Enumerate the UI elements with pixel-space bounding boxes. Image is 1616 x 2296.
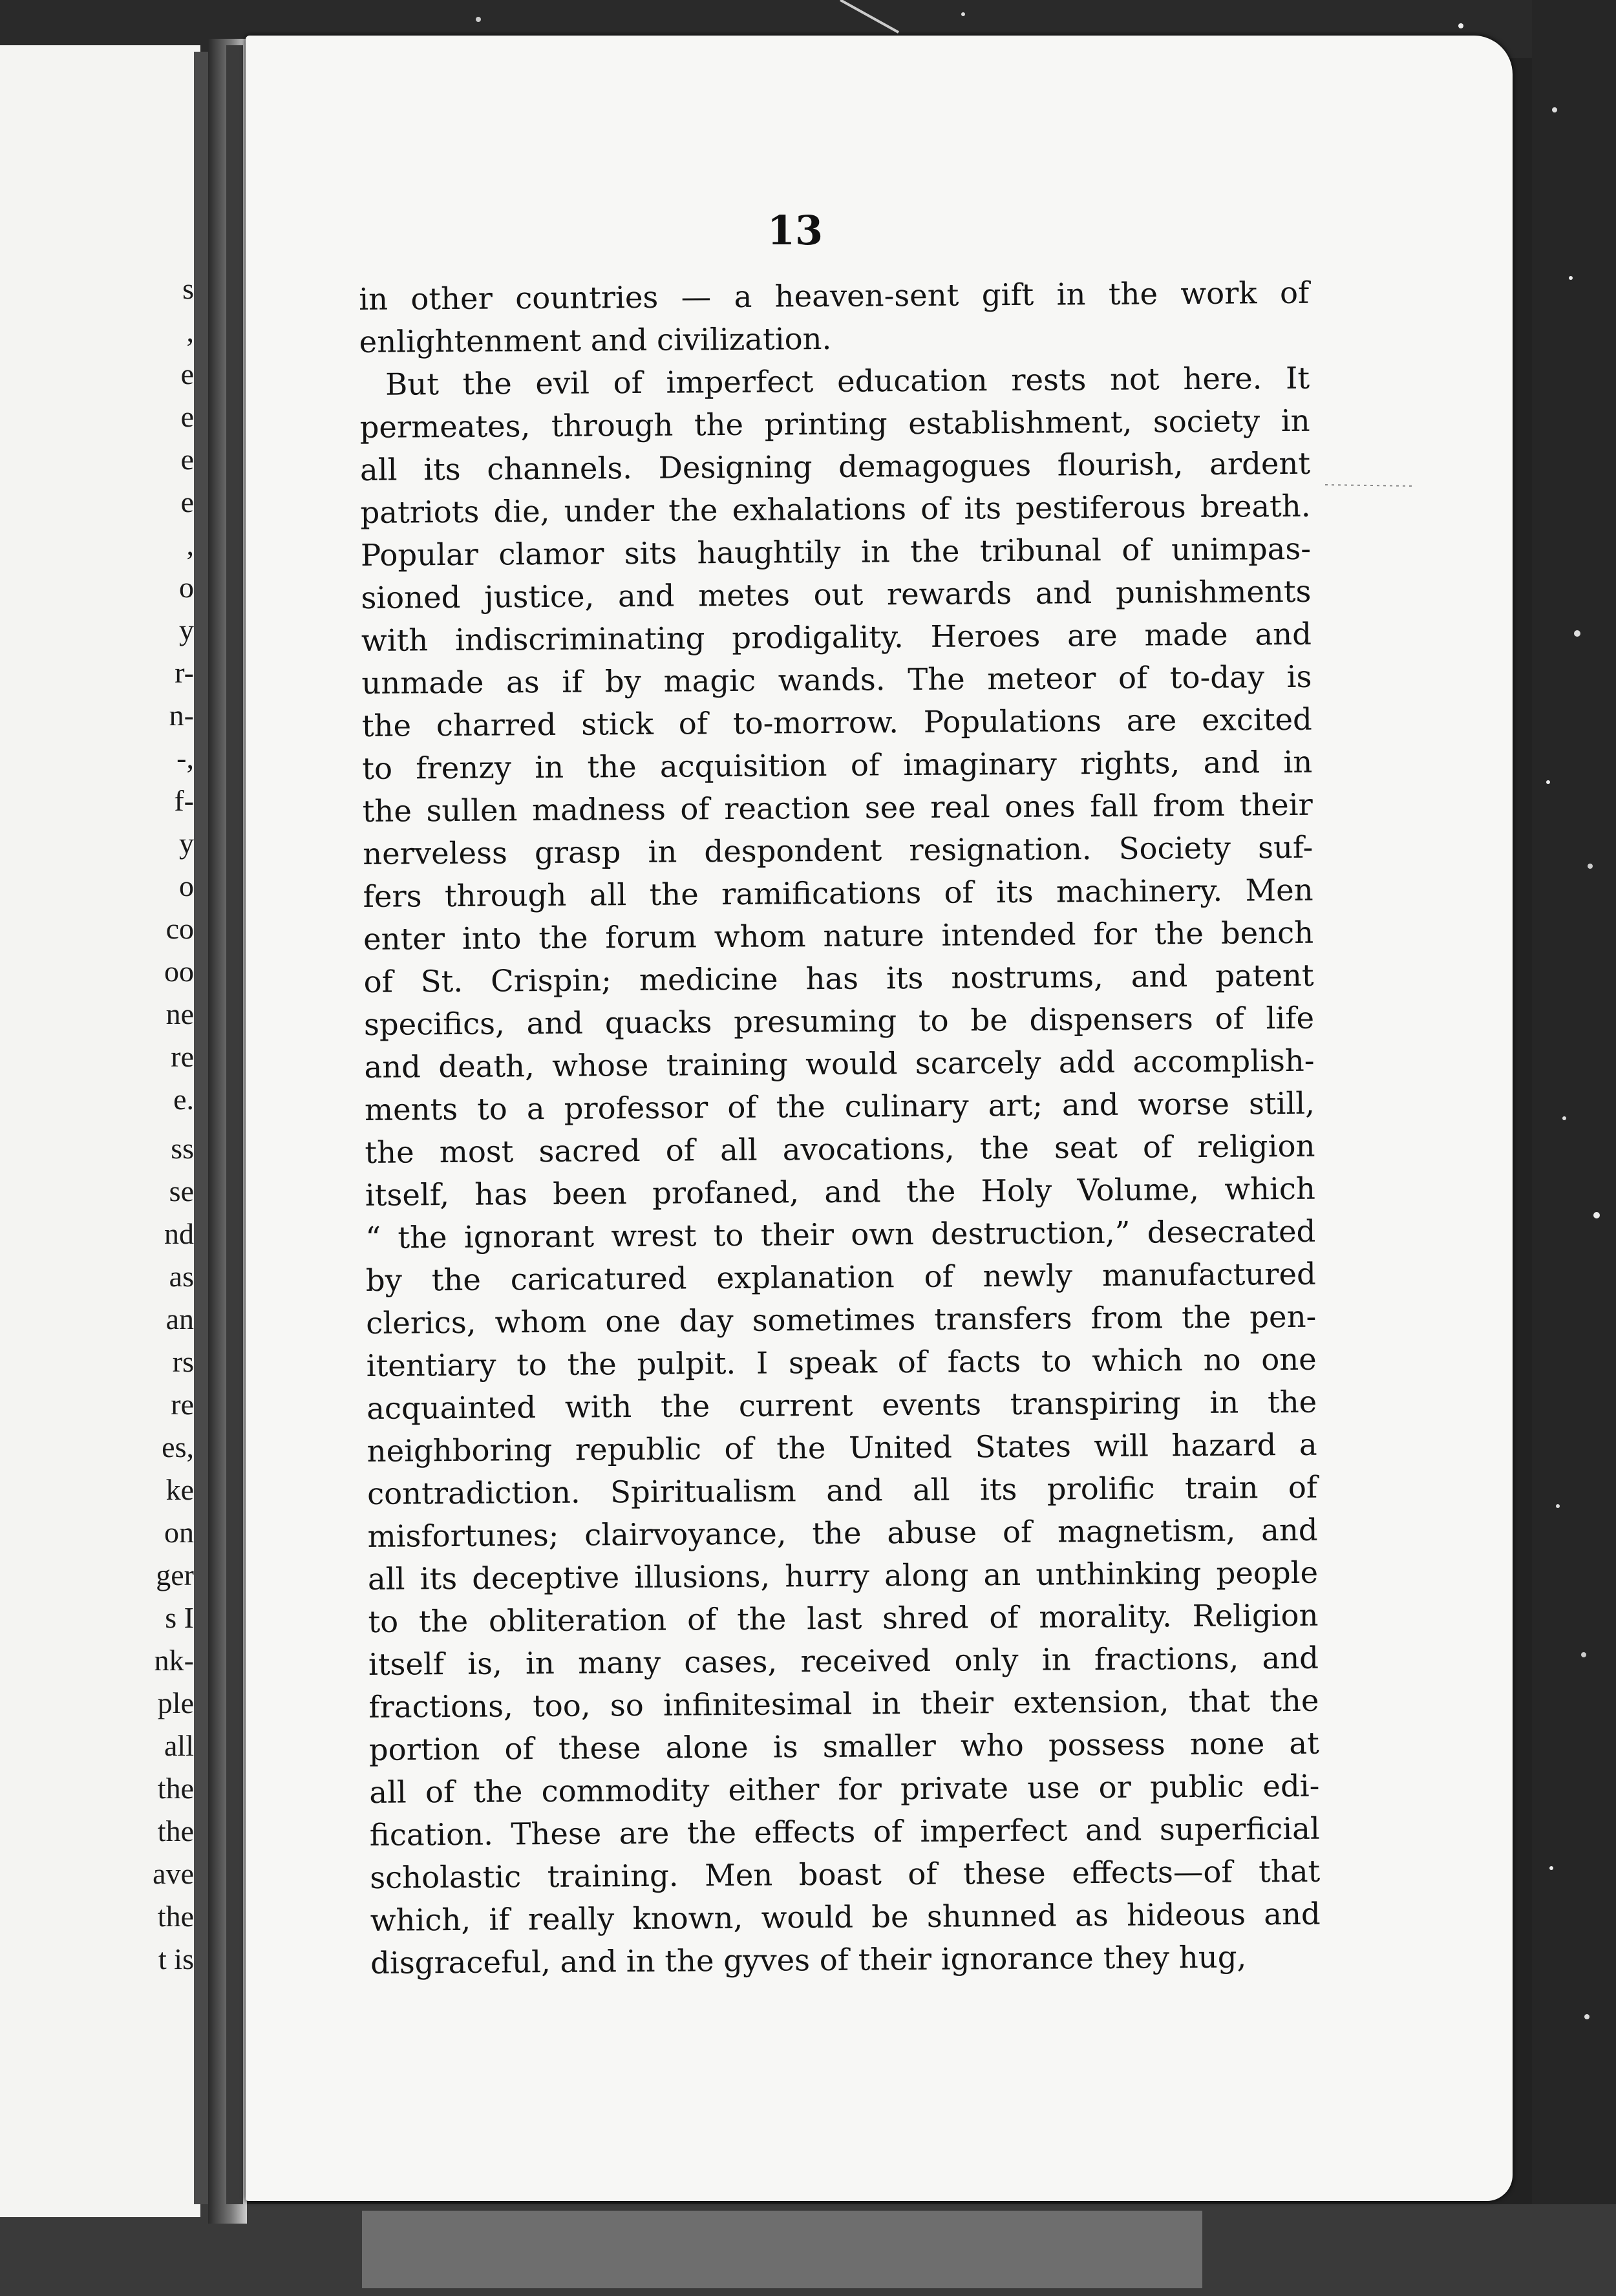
film-bottom-strip xyxy=(362,2211,1202,2288)
left-page-fragment: n- xyxy=(169,699,194,732)
text-line: itentiary to the pulpit. I speak of facts to which no one xyxy=(366,1341,1317,1383)
left-page-fragment: nd xyxy=(164,1217,194,1250)
left-page-fragment: ple xyxy=(157,1686,194,1719)
text-line: portion of these alone is smaller who possess none at xyxy=(368,1725,1320,1767)
text-line: But the evil of imperfect education rests not here. It xyxy=(385,360,1310,402)
left-page-fragment: e xyxy=(180,485,194,518)
left-page-fragment: t is xyxy=(158,1942,194,1975)
left-page-fragment: es, xyxy=(162,1430,194,1463)
text-line: specifics, and quacks presuming to be dispensers of life xyxy=(363,1000,1315,1042)
text-line: all its channels. Designing demagogues flourish, ardent xyxy=(359,445,1311,487)
left-page-fragment: co xyxy=(165,912,194,945)
text-line: ments to a professor of the culinary art; and worse still, xyxy=(364,1085,1315,1127)
left-page-fragment: the xyxy=(157,1814,194,1847)
text-line: which, if really known, would be shunned as hideous and xyxy=(370,1896,1321,1938)
text-line: itself is, in many cases, received only in fractions, and xyxy=(368,1640,1319,1682)
left-page-fragment: re xyxy=(171,1040,194,1073)
left-page-fragment: the xyxy=(157,1772,194,1805)
text-line: enter into the forum whom nature intended for the bench xyxy=(363,915,1314,957)
text-line: to frenzy in the acquisition of imaginary rights, and in xyxy=(362,744,1313,786)
text-line: patriots die, under the exhalations of its pestiferous breath. xyxy=(360,488,1311,530)
text-line: permeates, through the printing establishment, society in xyxy=(359,403,1310,445)
left-page-fragment: e. xyxy=(173,1083,194,1116)
left-page-fragment: y xyxy=(179,613,194,646)
left-page-fragment: e xyxy=(180,357,194,390)
left-page-fragment: e xyxy=(180,443,194,476)
left-page-fragment: y xyxy=(179,827,194,860)
left-page-fragment: rs xyxy=(172,1345,194,1378)
left-page-fragment: on xyxy=(164,1516,194,1549)
text-line: unmade as if by magic wands. The meteor of to-day is xyxy=(361,659,1312,701)
left-page-fragment: as xyxy=(169,1260,194,1293)
left-page-fragment: s xyxy=(182,272,194,305)
text-line: fractions, too, so infinitesimal in their extension, that the xyxy=(368,1683,1319,1725)
text-line: fers through all the ramifications of its machinery. Men xyxy=(363,872,1313,914)
text-line: to the obliteration of the last shred of morality. Religion xyxy=(368,1597,1319,1639)
text-line: fication. These are the effects of imperfect and superficial xyxy=(369,1811,1320,1853)
left-page-fragment: ger xyxy=(156,1558,194,1591)
text-line: with indiscriminating prodigality. Heroes are made and xyxy=(361,616,1312,658)
left-page-fragment: o xyxy=(179,869,194,902)
left-page-fragment: the xyxy=(157,1900,194,1933)
left-page-fragment: nk- xyxy=(154,1644,194,1677)
left-page-fragment: -, xyxy=(176,741,194,774)
left-page-fragment: ss xyxy=(171,1132,194,1165)
text-line: enlightenment and civilization. xyxy=(359,321,832,359)
text-line: the most sacred of all avocations, the seat of religion xyxy=(365,1128,1315,1170)
left-page-fragment: e xyxy=(180,400,194,433)
text-line: of St. Crispin; medicine has its nostrums, and patent xyxy=(363,957,1314,999)
film-border-right xyxy=(1532,0,1616,2296)
left-page-fragment: , xyxy=(186,315,194,348)
left-page-fragment: , xyxy=(186,528,194,561)
left-page-fragment: f- xyxy=(174,784,194,817)
text-line: disgraceful, and in the gyves of their ignorance they hug, xyxy=(370,1939,1247,1981)
text-line: sioned justice, and metes out rewards and punishments xyxy=(361,573,1312,615)
text-line: clerics, whom one day sometimes transfers from the pen- xyxy=(366,1299,1317,1341)
left-page-text-fragments xyxy=(0,271,194,2017)
left-page-fragment: ne xyxy=(165,997,194,1030)
left-page-fragment: oo xyxy=(164,955,194,988)
text-line: acquainted with the current events transpiring in the xyxy=(367,1384,1317,1426)
text-line: in other countries — a heaven-sent gift in the work of xyxy=(359,275,1310,317)
left-page-fragment: all xyxy=(164,1729,194,1762)
text-line: all of the commodity either for private use or public edi- xyxy=(369,1768,1320,1810)
left-page-fragment: se xyxy=(169,1175,194,1207)
text-line: contradiction. Spiritualism and all its prolific train of xyxy=(367,1469,1318,1511)
left-page-fragment: an xyxy=(165,1302,194,1335)
text-line: itself, has been profaned, and the Holy Volume, which xyxy=(365,1171,1316,1213)
binding-edge xyxy=(226,45,243,2204)
left-page-fragment: ave xyxy=(153,1857,194,1890)
text-line: “ the ignorant wrest to their own destruction,” desecrated xyxy=(365,1213,1316,1255)
text-line: and death, whose training would scarcely add accomplish- xyxy=(364,1043,1315,1085)
text-line: scholastic training. Men boast of these effects—of that xyxy=(370,1853,1321,1895)
text-line: misfortunes; clairvoyance, the abuse of magnetism, and xyxy=(367,1512,1318,1554)
text-line: nerveless grasp in despondent resignation. Society suf- xyxy=(363,829,1313,871)
body-text xyxy=(359,271,1321,1984)
left-page-fragment: re xyxy=(171,1388,194,1421)
text-line: by the caricatured explanation of newly manufactured xyxy=(365,1256,1316,1298)
left-page-fragment: ke xyxy=(165,1473,194,1506)
page-number: 13 xyxy=(767,207,824,254)
left-page-fragment: r- xyxy=(175,656,194,689)
left-page-fragment: o xyxy=(179,571,194,604)
left-page-fragment: s I xyxy=(165,1601,194,1634)
text-line: neighboring republic of the United States will hazard a xyxy=(367,1427,1317,1469)
left-page-fold xyxy=(194,52,208,2204)
text-line: the sullen madness of reaction see real ones fall from their xyxy=(362,787,1313,829)
text-line: the charred stick of to-morrow. Populations are excited xyxy=(361,701,1312,743)
text-line: all its deceptive illusions, hurry along an unthinking people xyxy=(367,1555,1319,1597)
text-line: Popular clamor sits haughtily in the tribunal of unimpas- xyxy=(360,531,1312,573)
